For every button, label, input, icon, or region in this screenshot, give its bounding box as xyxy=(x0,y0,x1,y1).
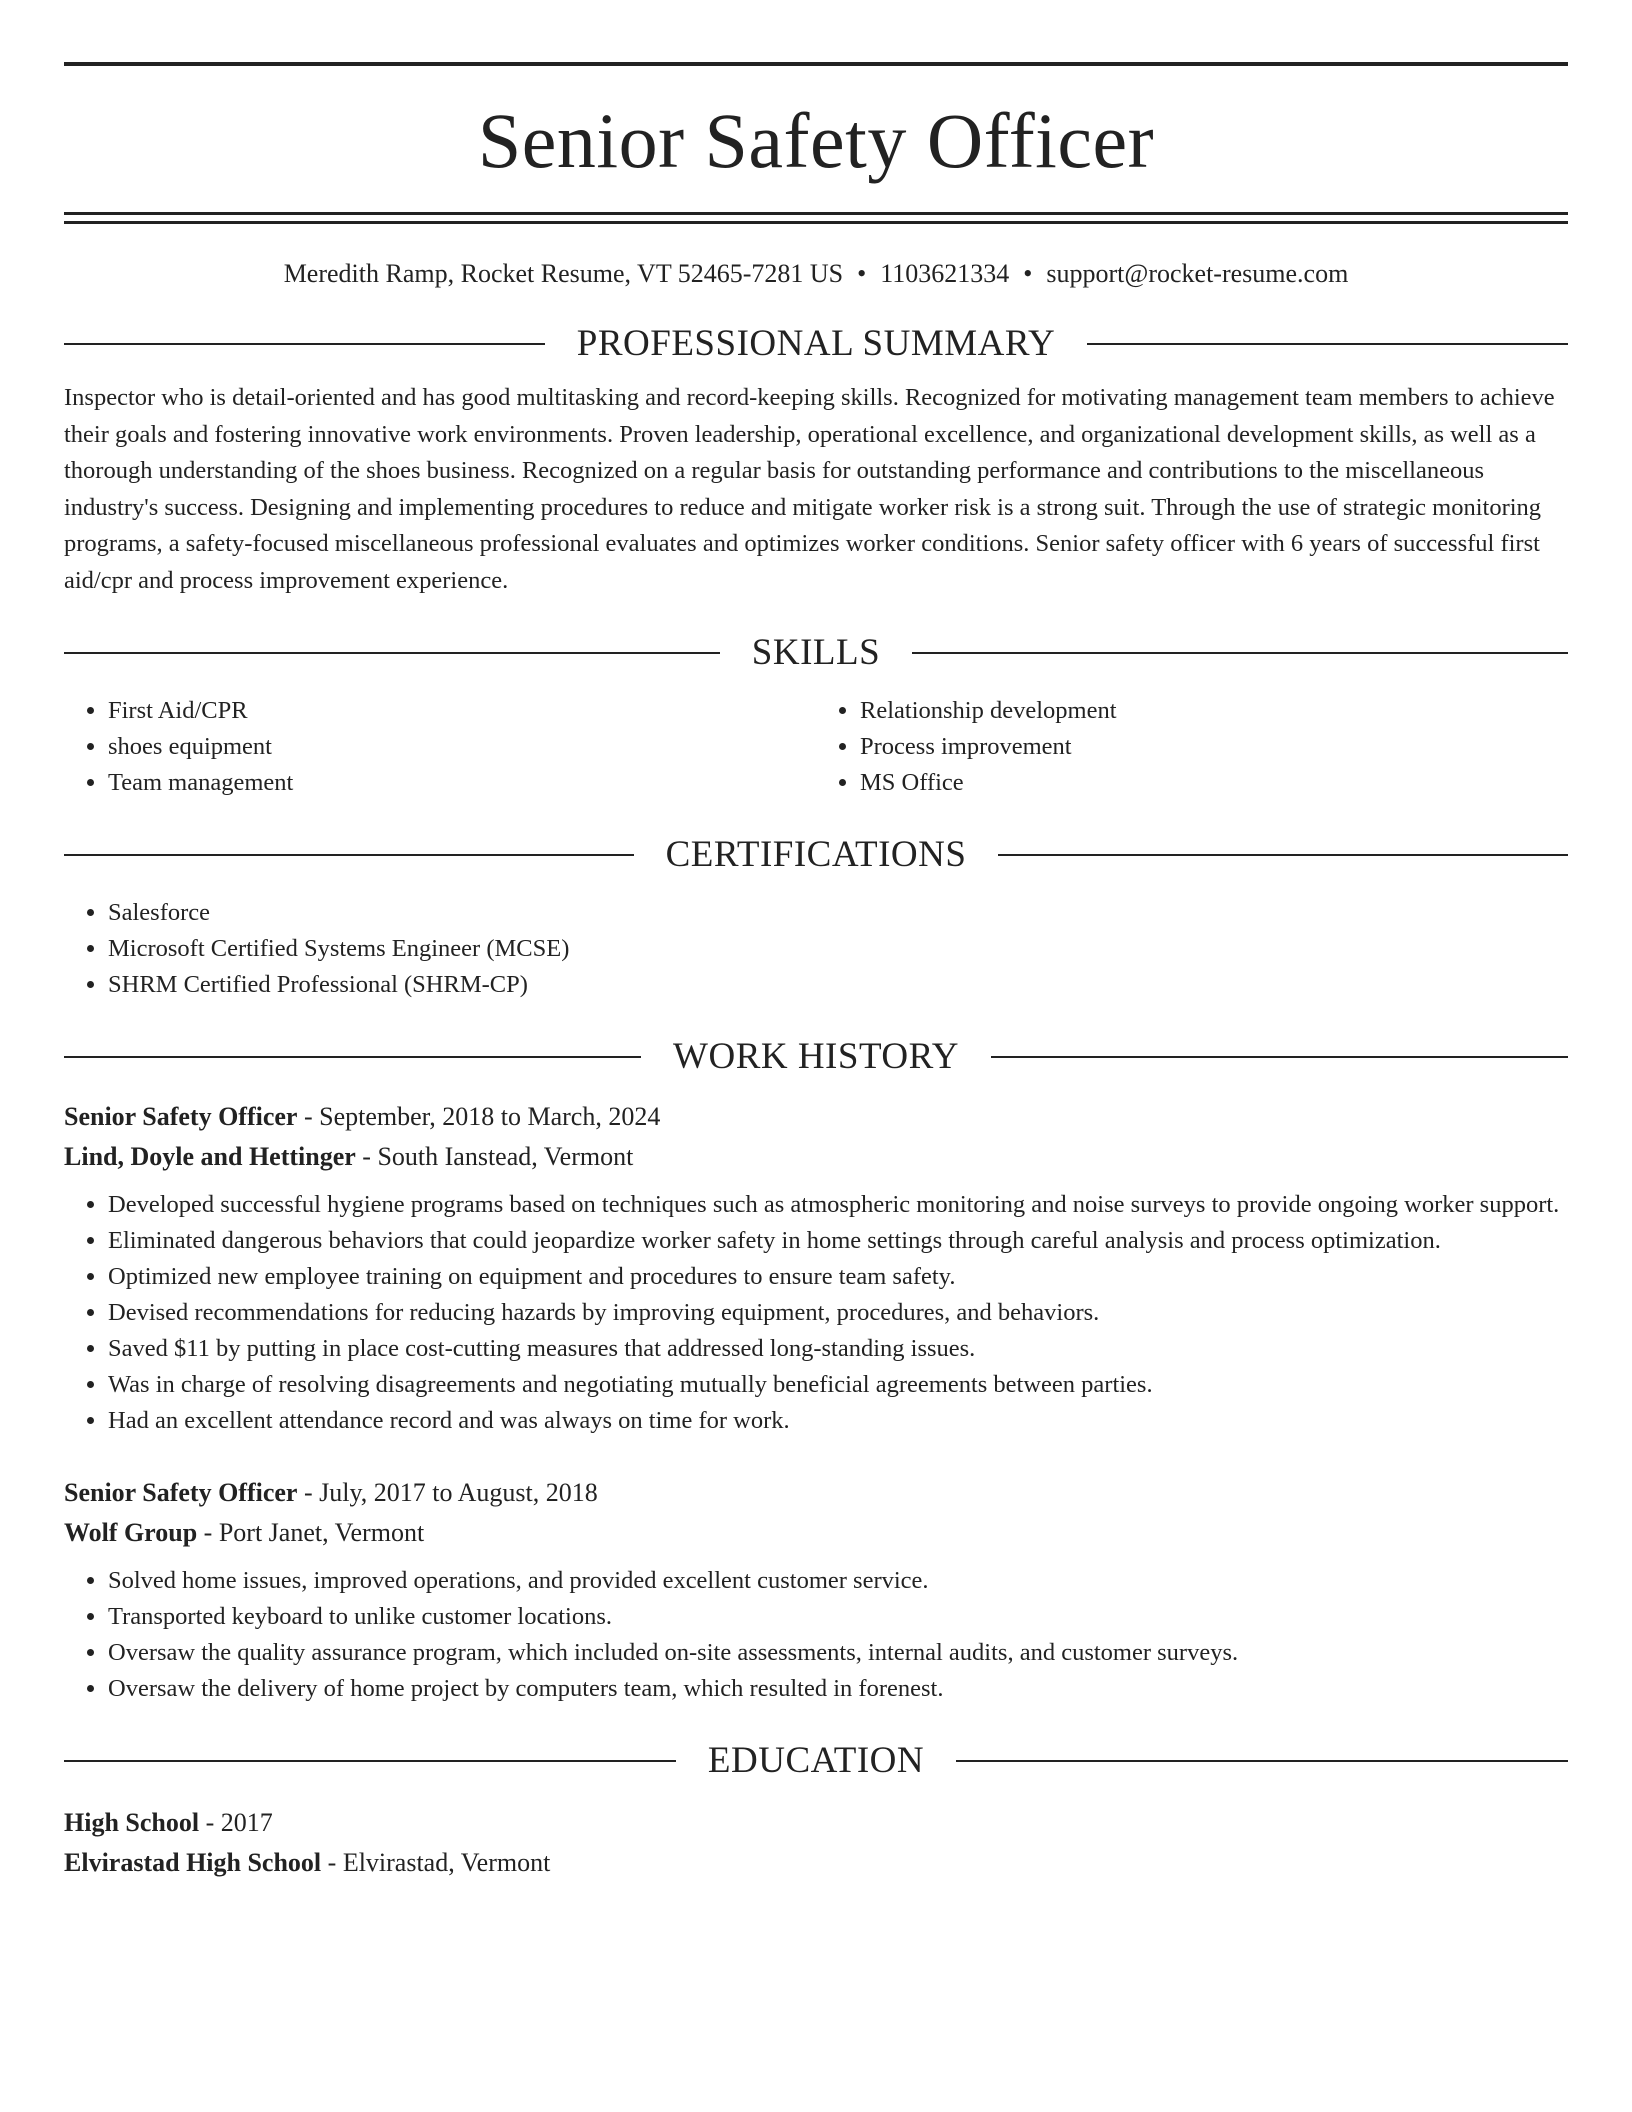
resume-title: Senior Safety Officer xyxy=(477,97,1155,184)
skill-item: • Team management xyxy=(108,765,816,801)
job-title-line xyxy=(64,1473,1568,1513)
education-entry xyxy=(64,1803,1568,1883)
education-degree: High School xyxy=(64,1808,200,1837)
skill-item: • shoes equipment xyxy=(108,729,816,765)
contact-line xyxy=(64,258,1568,290)
work-history-heading xyxy=(64,1035,1568,1079)
education-heading xyxy=(64,1739,1568,1783)
job-bullet: • Devised recommendations for reducing hazards by improving equipment, procedures, and behaviors. xyxy=(108,1295,1568,1331)
job-location: - Port Janet, Vermont xyxy=(197,1518,425,1547)
skills-list xyxy=(64,693,1568,801)
job-company: Wolf Group xyxy=(64,1518,198,1547)
summary-heading-label: PROFESSIONAL SUMMARY xyxy=(576,323,1056,364)
skill-item: • MS Office xyxy=(860,765,1568,801)
skill-item: • First Aid/CPR xyxy=(108,693,816,729)
contact-separator: • xyxy=(857,259,867,288)
job-bullet: • Had an excellent attendance record and was always on time for work. xyxy=(108,1403,1568,1439)
job-bullet: • Eliminated dangerous behaviors that could jeopardize worker safety in home settings through careful analysis and process optimization. xyxy=(108,1223,1568,1259)
certifications-heading-label: CERTIFICATIONS xyxy=(665,834,967,875)
summary-text: Inspector who is detail-oriented and has good multitasking and record-keeping skills. Recognized for motivating management team members to achieve their goals and fostering innovative work environments. Proven leadership, operational excellence, and organizational development skills, as well as a thorough understanding of the shoes business. Recognized on a regular basis for outstanding performance and contributions to the miscellaneous industry's success. Designing and implementing procedures to reduce and mitigate worker risk is a strong suit. Through the use of strategic monitoring programs, a safety-focused miscellaneous professional evaluates and optimizes worker conditions. Senior safety officer with 6 years of successful first aid/cpr and process improvement experience. xyxy=(64,384,1555,594)
certification-item: • Microsoft Certified Systems Engineer (MCSE) xyxy=(108,931,1568,967)
job-company-line xyxy=(64,1513,1568,1553)
job-bullets xyxy=(64,1563,1568,1707)
heading-rule-right xyxy=(991,1056,1568,1058)
heading-rule-left xyxy=(64,1056,641,1058)
certification-item: • SHRM Certified Professional (SHRM-CP) xyxy=(108,967,1568,1003)
certifications-heading xyxy=(64,833,1568,877)
contact-separator: • xyxy=(1023,259,1033,288)
heading-rule-left xyxy=(64,343,545,345)
job-bullet: • Oversaw the quality assurance program, which included on-site assessments, internal audits, and customer surveys. xyxy=(108,1635,1568,1671)
heading-rule-right xyxy=(998,854,1568,856)
heading-rule-left xyxy=(64,652,720,654)
skills-heading-label: SKILLS xyxy=(751,632,881,673)
job-bullet: • Was in charge of resolving disagreements and negotiating mutually beneficial agreements between parties. xyxy=(108,1367,1568,1403)
contact-phone[interactable]: 1103621334 xyxy=(880,259,1010,288)
skill-item: • Relationship development xyxy=(860,693,1568,729)
skills-column-right xyxy=(816,693,1568,801)
education-location: - Elvirastad, Vermont xyxy=(321,1848,551,1877)
resume-page xyxy=(64,62,1568,1883)
job-bullet: • Saved $11 by putting in place cost-cutting measures that addressed long-standing issues. xyxy=(108,1331,1568,1367)
education-year: - 2017 xyxy=(199,1808,273,1837)
contact-email[interactable]: support@rocket-resume.com xyxy=(1046,259,1349,288)
title-double-rule xyxy=(64,212,1568,224)
job-dates: - July, 2017 to August, 2018 xyxy=(297,1478,598,1507)
job-entry xyxy=(64,1097,1568,1439)
job-bullet: • Transported keyboard to unlike customer locations. xyxy=(108,1599,1568,1635)
job-company-line xyxy=(64,1137,1568,1177)
job-bullet: • Developed successful hygiene programs based on techniques such as atmospheric monitoring and noise surveys to provide ongoing worker support. xyxy=(108,1187,1568,1223)
heading-rule-left xyxy=(64,1760,676,1762)
job-title: Senior Safety Officer xyxy=(64,1102,298,1131)
certifications-bullets xyxy=(64,895,1568,1003)
education-heading-label: EDUCATION xyxy=(707,1740,925,1781)
skills-column-left xyxy=(64,693,816,801)
job-bullets xyxy=(64,1187,1568,1439)
top-rule xyxy=(64,62,1568,66)
certifications-list xyxy=(64,895,1568,1003)
job-title-line xyxy=(64,1097,1568,1137)
job-location: - South Ianstead, Vermont xyxy=(355,1142,634,1171)
skills-heading xyxy=(64,631,1568,675)
education-school: Elvirastad High School xyxy=(64,1848,322,1877)
job-bullet: • Optimized new employee training on equipment and procedures to ensure team safety. xyxy=(108,1259,1568,1295)
job-dates: - September, 2018 to March, 2024 xyxy=(297,1102,661,1131)
heading-rule-right xyxy=(956,1760,1568,1762)
job-entry xyxy=(64,1473,1568,1707)
contact-address: Meredith Ramp, Rocket Resume, VT 52465-7281 US xyxy=(283,259,844,288)
summary-heading xyxy=(64,322,1568,366)
job-bullet: • Oversaw the delivery of home project by computers team, which resulted in forenest. xyxy=(108,1671,1568,1707)
work-history-heading-label: WORK HISTORY xyxy=(673,1036,959,1077)
certification-item: • Salesforce xyxy=(108,895,1568,931)
education-school-line xyxy=(64,1843,1568,1883)
job-company: Lind, Doyle and Hettinger xyxy=(64,1142,356,1171)
heading-rule-left xyxy=(64,854,634,856)
education-degree-line xyxy=(64,1803,1568,1843)
skill-item: • Process improvement xyxy=(860,729,1568,765)
job-bullet: • Solved home issues, improved operations, and provided excellent customer service. xyxy=(108,1563,1568,1599)
heading-rule-right xyxy=(1087,343,1568,345)
heading-rule-right xyxy=(912,652,1568,654)
job-title: Senior Safety Officer xyxy=(64,1478,298,1507)
